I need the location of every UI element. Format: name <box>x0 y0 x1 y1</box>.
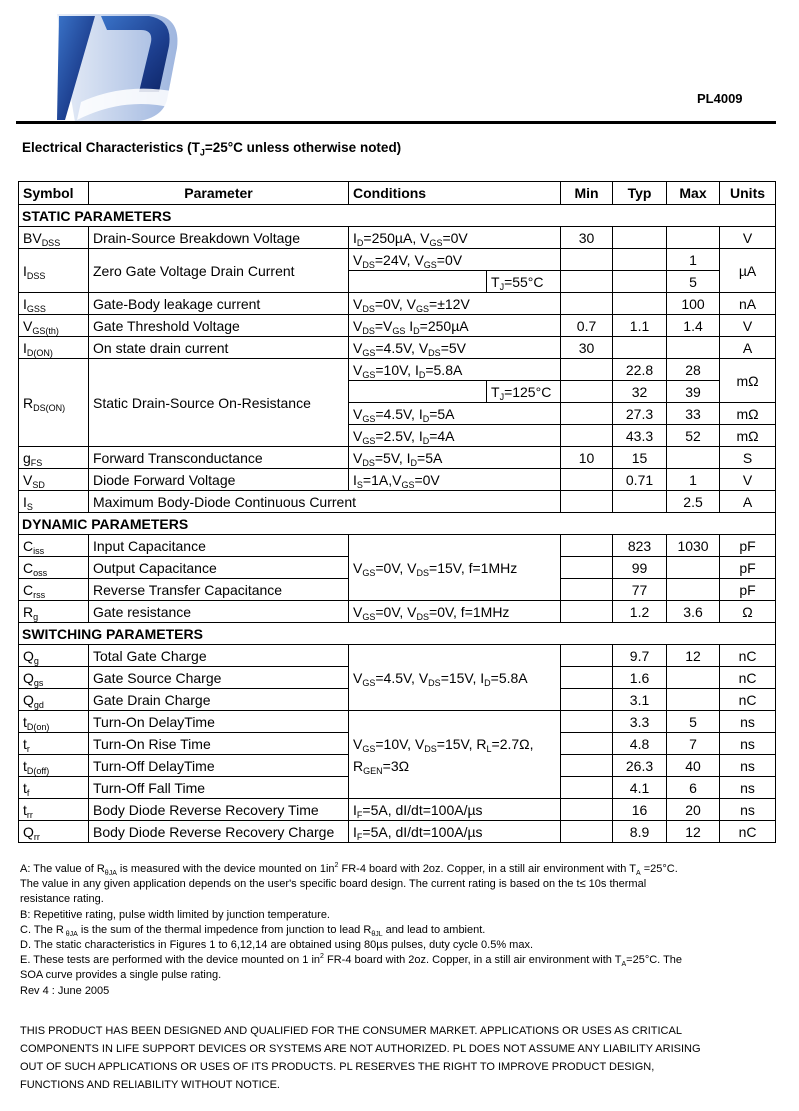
unit: A <box>720 337 776 359</box>
unit: ns <box>720 777 776 799</box>
typ <box>613 227 667 249</box>
symbol: $Q_{gs}$ <box>19 667 89 689</box>
symbol: $V_{GS(th)}$ <box>19 315 89 337</box>
unit: nC <box>720 689 776 711</box>
parameter: Drain-Source Breakdown Voltage <box>89 227 349 249</box>
parameter: On state drain current <box>89 337 349 359</box>
unit: V <box>720 315 776 337</box>
max: 5 <box>667 711 720 733</box>
typ: 1.1 <box>613 315 667 337</box>
typ: 8.9 <box>613 821 667 843</box>
table-row <box>19 359 776 381</box>
max: 100 <box>667 293 720 315</box>
conditions: $T_J=55^\circ C$ <box>487 271 561 293</box>
max: 3.6 <box>667 601 720 623</box>
unit: nA <box>720 293 776 315</box>
typ: 27.3 <box>613 403 667 425</box>
parameter: Total Gate Charge <box>89 645 349 667</box>
unit: mΩ <box>720 403 776 425</box>
unit: mΩ <box>720 425 776 447</box>
conditions: $V_{DS}=5V$, $I_D=5A$ <box>349 447 561 469</box>
symbol: $Q_g$ <box>19 645 89 667</box>
typ: 22.8 <box>613 359 667 381</box>
symbol: $Q_{rr}$ <box>19 821 89 843</box>
conditions: $V_{DS}=24V$, $V_{GS}=0V$ <box>349 249 561 271</box>
min: 10 <box>561 447 613 469</box>
parameter: Body Diode Reverse Recovery Charge <box>89 821 349 843</box>
conditions: $I_F=5A$, dI/dt=100A/µs <box>349 821 561 843</box>
parameter: Maximum Body-Diode Continuous Current <box>89 491 561 513</box>
section-dynamic: DYNAMIC PARAMETERS <box>19 513 776 535</box>
typ: 26.3 <box>613 755 667 777</box>
col-typ: Typ <box>613 182 667 205</box>
note-e: E. These tests are performed with the device mounted on 1 $in^2$ FR-4 board with 2oz. Copper, in a still air environment with $T_A=25^\circ C$. The <box>20 953 683 969</box>
symbol: $g_{FS}$ <box>19 447 89 469</box>
col-conditions: Conditions <box>349 182 561 205</box>
conditions: $T_J=125^\circ C$ <box>487 381 561 403</box>
note-a-line2: The value in any given application depends on the user's specific board design. The current rating is based on the t≤ 10s thermal <box>20 878 647 891</box>
typ: 0.71 <box>613 469 667 491</box>
col-units: Units <box>720 182 776 205</box>
parameter: Output Capacitance <box>89 557 349 579</box>
typ: 99 <box>613 557 667 579</box>
symbol: $V_{SD}$ <box>19 469 89 491</box>
conditions: $V_{GS}=2.5V$, $I_D=4A$ <box>349 425 561 447</box>
header-rule <box>16 121 776 124</box>
parameter: Zero Gate Voltage Drain Current <box>89 249 349 293</box>
conditions: $V_{GS}=4.5V$, $I_D=5A$ <box>349 403 561 425</box>
max: 28 <box>667 359 720 381</box>
conditions: $V_{GS}=0V$, $V_{DS}=15V$, f=1MHz <box>349 535 561 601</box>
revision: Rev 4 : June 2005 <box>20 984 110 997</box>
max <box>667 227 720 249</box>
max: 1030 <box>667 535 720 557</box>
parameter: Forward Transconductance <box>89 447 349 469</box>
disclaimer: THIS PRODUCT HAS BEEN DESIGNED AND QUALIFIED FOR THE CONSUMER MARKET. APPLICATIONS OR USES AS CRITICAL COMPONENTS IN LIFE SUPPORT DEVICES OR SYSTEMS ARE NOT AUTHORIZED. PL DOES NOT ASSUME ANY LIABILITY ARISING OUT OF SUCH APPLICATIONS OR USES OF ITS PRODUCTS. PL RESERVES THE RIGHT TO IMPROVE PRODUCT DESIGN, FUNCTIONS AND RELIABILITY WITHOUT NOTICE. <box>20 1025 701 1091</box>
table-row <box>19 469 776 491</box>
electrical-characteristics-table <box>18 181 776 843</box>
min: 30 <box>561 337 613 359</box>
max: 52 <box>667 425 720 447</box>
symbol: $C_{oss}$ <box>19 557 89 579</box>
max: 12 <box>667 645 720 667</box>
table-row <box>19 315 776 337</box>
unit: nC <box>720 821 776 843</box>
unit: Ω <box>720 601 776 623</box>
conditions: $V_{GS}=4.5V$, $V_{DS}=15V$, $I_D=5.8A$ <box>349 645 561 711</box>
parameter: Gate-Body leakage current <box>89 293 349 315</box>
symbol: $t_{rr}$ <box>19 799 89 821</box>
note-a-line3: resistance rating. <box>20 893 104 906</box>
parameter: Turn-On DelayTime <box>89 711 349 733</box>
symbol: $I_{GSS}$ <box>19 293 89 315</box>
typ: 3.1 <box>613 689 667 711</box>
typ: 1.2 <box>613 601 667 623</box>
parameter: Turn-On Rise Time <box>89 733 349 755</box>
header-row <box>19 182 776 205</box>
parameter: Diode Forward Voltage <box>89 469 349 491</box>
max: 1 <box>667 469 720 491</box>
conditions: $I_D=250\mu A$, $V_{GS}=0V$ <box>349 227 561 249</box>
symbol: $I_S$ <box>19 491 89 513</box>
unit: µA <box>720 249 776 293</box>
unit: nC <box>720 645 776 667</box>
parameter: Turn-Off Fall Time <box>89 777 349 799</box>
unit: ns <box>720 755 776 777</box>
conditions: $V_{DS}=V_{GS}$ $I_D=250\mu A$ <box>349 315 561 337</box>
symbol: $R_{DS(ON)}$ <box>19 359 89 447</box>
table-row <box>19 799 776 821</box>
typ: 77 <box>613 579 667 601</box>
typ: 15 <box>613 447 667 469</box>
note-a: A: The value of $R_{\theta JA}$ is measured with the device mounted on $1in^2$ FR-4 board with 2oz. Copper, in a still air environment with $T_A =25^\circ C$. <box>20 862 678 877</box>
table-row <box>19 337 776 359</box>
table-row <box>19 491 776 513</box>
max: 5 <box>667 271 720 293</box>
pl-logo-icon <box>55 12 183 124</box>
parameter: Reverse Transfer Capacitance <box>89 579 349 601</box>
col-max: Max <box>667 182 720 205</box>
table-row <box>19 227 776 249</box>
unit: mΩ <box>720 359 776 403</box>
symbol: $t_{D(on)}$ <box>19 711 89 733</box>
symbol: $R_g$ <box>19 601 89 623</box>
section-static: STATIC PARAMETERS <box>19 205 776 227</box>
max: 7 <box>667 733 720 755</box>
parameter: Gate Threshold Voltage <box>89 315 349 337</box>
unit: S <box>720 447 776 469</box>
unit: pF <box>720 535 776 557</box>
min: 30 <box>561 227 613 249</box>
symbol: $Q_{gd}$ <box>19 689 89 711</box>
unit: nC <box>720 667 776 689</box>
note-b: B: Repetitive rating, pulse width limited by junction temperature. <box>20 908 330 921</box>
note-d: D. The static characteristics in Figures 1 to 6,12,14 are obtained using 80µs pulses, duty cycle 0.5% max. <box>20 939 534 952</box>
typ: 3.3 <box>613 711 667 733</box>
table-row <box>19 293 776 315</box>
unit: ns <box>720 799 776 821</box>
unit: V <box>720 227 776 249</box>
col-parameter: Parameter <box>89 182 349 205</box>
max: 1 <box>667 249 720 271</box>
symbol: $C_{iss}$ <box>19 535 89 557</box>
parameter: Turn-Off DelayTime <box>89 755 349 777</box>
section-switching: SWITCHING PARAMETERS <box>19 623 776 645</box>
parameter: Static Drain-Source On-Resistance <box>89 359 349 447</box>
symbol: $t_{D(off)}$ <box>19 755 89 777</box>
table-row <box>19 447 776 469</box>
note-c: C. The R $_{\theta JA}$ is the sum of the thermal impedence from junction to lead $R_{\theta JL}$ and lead to ambient. <box>20 923 486 938</box>
conditions: $I_F=5A$, dI/dt=100A/µs <box>349 799 561 821</box>
max: 6 <box>667 777 720 799</box>
min: 0.7 <box>561 315 613 337</box>
max: 2.5 <box>667 491 720 513</box>
unit: V <box>720 469 776 491</box>
typ: 1.6 <box>613 667 667 689</box>
symbol: $BV_{DSS}$ <box>19 227 89 249</box>
typ: 43.3 <box>613 425 667 447</box>
typ: 32 <box>613 381 667 403</box>
footnotes <box>20 862 775 999</box>
conditions: $I_S=1A,V_{GS}=0V$ <box>349 469 561 491</box>
conditions: $V_{GS}=0V$, $V_{DS}=0V$, f=1MHz <box>349 601 561 623</box>
parameter: Gate Source Charge <box>89 667 349 689</box>
col-symbol: Symbol <box>19 182 89 205</box>
conditions: $V_{GS}=10V$, $I_D=5.8A$ <box>349 359 561 381</box>
max: 1.4 <box>667 315 720 337</box>
unit: ns <box>720 711 776 733</box>
table-row <box>19 821 776 843</box>
typ: 9.7 <box>613 645 667 667</box>
parameter: Input Capacitance <box>89 535 349 557</box>
symbol: $I_{DSS}$ <box>19 249 89 293</box>
conditions: $V_{GS}=10V$, $V_{DS}=15V$, $R_L=2.7\Omega$, $R_{GEN}=3\Omega$ <box>349 711 561 799</box>
max: 33 <box>667 403 720 425</box>
max: 12 <box>667 821 720 843</box>
section-title: Electrical Characteristics ($T_J=25^\circ C$ unless otherwise noted) <box>22 140 402 158</box>
symbol: $I_{D(ON)}$ <box>19 337 89 359</box>
parameter: Gate resistance <box>89 601 349 623</box>
table-row <box>19 535 776 557</box>
max: 40 <box>667 755 720 777</box>
parameter: Body Diode Reverse Recovery Time <box>89 799 349 821</box>
table-row <box>19 601 776 623</box>
part-number: PL4009 <box>697 91 743 106</box>
conditions: $V_{DS}=0V$, $V_{GS}=\pm 12V$ <box>349 293 561 315</box>
table-row <box>19 711 776 733</box>
typ: 4.8 <box>613 733 667 755</box>
typ: 4.1 <box>613 777 667 799</box>
unit: pF <box>720 557 776 579</box>
max: 20 <box>667 799 720 821</box>
symbol: $C_{rss}$ <box>19 579 89 601</box>
symbol: $t_r$ <box>19 733 89 755</box>
note-e-line2: SOA curve provides a single pulse rating. <box>20 969 222 982</box>
table-row <box>19 249 776 271</box>
symbol: $t_f$ <box>19 777 89 799</box>
table-row <box>19 645 776 667</box>
unit: A <box>720 491 776 513</box>
col-min: Min <box>561 182 613 205</box>
unit: ns <box>720 733 776 755</box>
max: 39 <box>667 381 720 403</box>
typ: 16 <box>613 799 667 821</box>
typ: 823 <box>613 535 667 557</box>
unit: pF <box>720 579 776 601</box>
parameter: Gate Drain Charge <box>89 689 349 711</box>
conditions: $V_{GS}=4.5V$, $V_{DS}=5V$ <box>349 337 561 359</box>
